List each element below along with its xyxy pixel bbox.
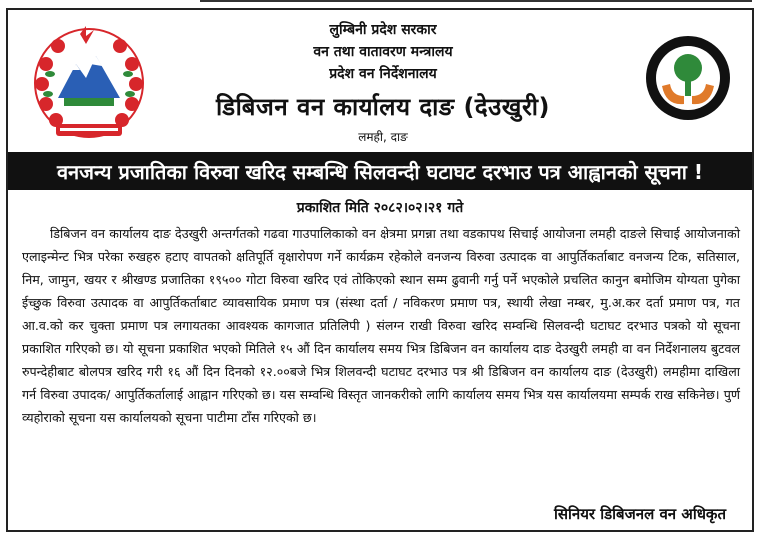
header-line-directorate: प्रदेश वन निर्देशनालय — [329, 66, 437, 82]
top-edge-line — [200, 0, 752, 2]
forest-department-logo-icon — [644, 34, 732, 122]
header-line-province: लुम्बिनी प्रदेश सरकार — [329, 22, 437, 38]
published-date: प्रकाशित मिति २०८२।०२।२१ गते — [296, 200, 464, 216]
header-location: लमही, दाङ — [358, 130, 408, 144]
notice-title-banner: वनजन्य प्रजातिका विरुवा खरिद सम्बन्धि सिलवन्दी घटाघट दरभाउ पत्र आह्वानको सूचना ! — [8, 152, 752, 190]
nepal-government-emblem-icon — [28, 24, 150, 142]
header-office-name: डिबिजन वन कार्यालय दाङ (देउखुरी) — [216, 93, 550, 121]
notice-frame — [6, 8, 754, 532]
signatory-title: सिनियर डिबिजनल वन अधिकृत — [553, 505, 726, 523]
notice-body-text: डिबिजन वन कार्यालय दाङ देउखुरी अन्तर्गतको गढवा गाउपालिकाको वन क्षेत्रमा प्रगन्ना तथा वडकापथ सिचाई आयोजना लमही दाङले सिचाई आयोजनाको एलाइन्मेन्ट भित्र परेका रुखहरु हटाए वापतको क्षतिपूर्ति वृक्षारोपण गर्ने कार्यक्रम रहेकोले वनजन्य विरुवा उत्पादक वा आपुर्तिकर्ताबाट वनजन्य टिक, सतिसाल, निम, जामुन, खयर र श्रीखण्ड प्रजातिका १९५०० गोटा विरुवा खरिद एवं तोकिएको स्थान सम्म ढुवानी गर्नु पर्ने भएकोले प्रचलित कानुन बमोजिम योग्यता पुगेका ईच्छुक विरुवा उत्पादक वा आपुर्तिकर्ताबाट व्यावसायिक प्रमाण पत्र (संस्था दर्ता / नविकरण प्रमाण पत्र, स्थायी लेखा नम्बर, मु.अ.कर दर्ता प्रमाण पत्र, गत आ.व.को कर चुक्ता प्रमाण पत्र लगायतका आवश्यक कागजात प्रतिलिपी ) संलग्न राखी विरुवा खरिद सम्वन्धि सिलवन्दी घटाघट दरभाउ पत्रको यो सूचना प्रकाशित गरिएको छ। यो सूचना प्रकाशित भएको मितिले १५ औं दिन कार्यालय समय भित्र डिबिजन वन कार्यालय दाङ देउखुरी लमही वा वन निर्देशनालय बुटवल रुपन्देहीबाट बोलपत्र खरिद गरी १६ औं दिन दिनको १२.००बजे भित्र शिलवन्दी घटाघट दरभाउ पत्र श्री डिबिजन वन कार्यालय दाङ (देउखुरी) लमहीमा दाखिला गर्न विरुवा उपादक/ आपुर्तिकर्तालाई आह्वान गरिएको छ। यस सम्वन्धि विस्तृत जानकरीको लागि कार्यालय समय भित्र यस कार्यालयमा सम्पर्क राख सकिनेछ। पुर्ण व्यहोराको सूचना यस कार्यालयको सूचना पाटीमा टाँस गरिएको छ। — [22, 226, 740, 425]
notice-header — [8, 10, 752, 150]
header-line-ministry: वन तथा वातावरण मन्त्रालय — [313, 44, 453, 60]
